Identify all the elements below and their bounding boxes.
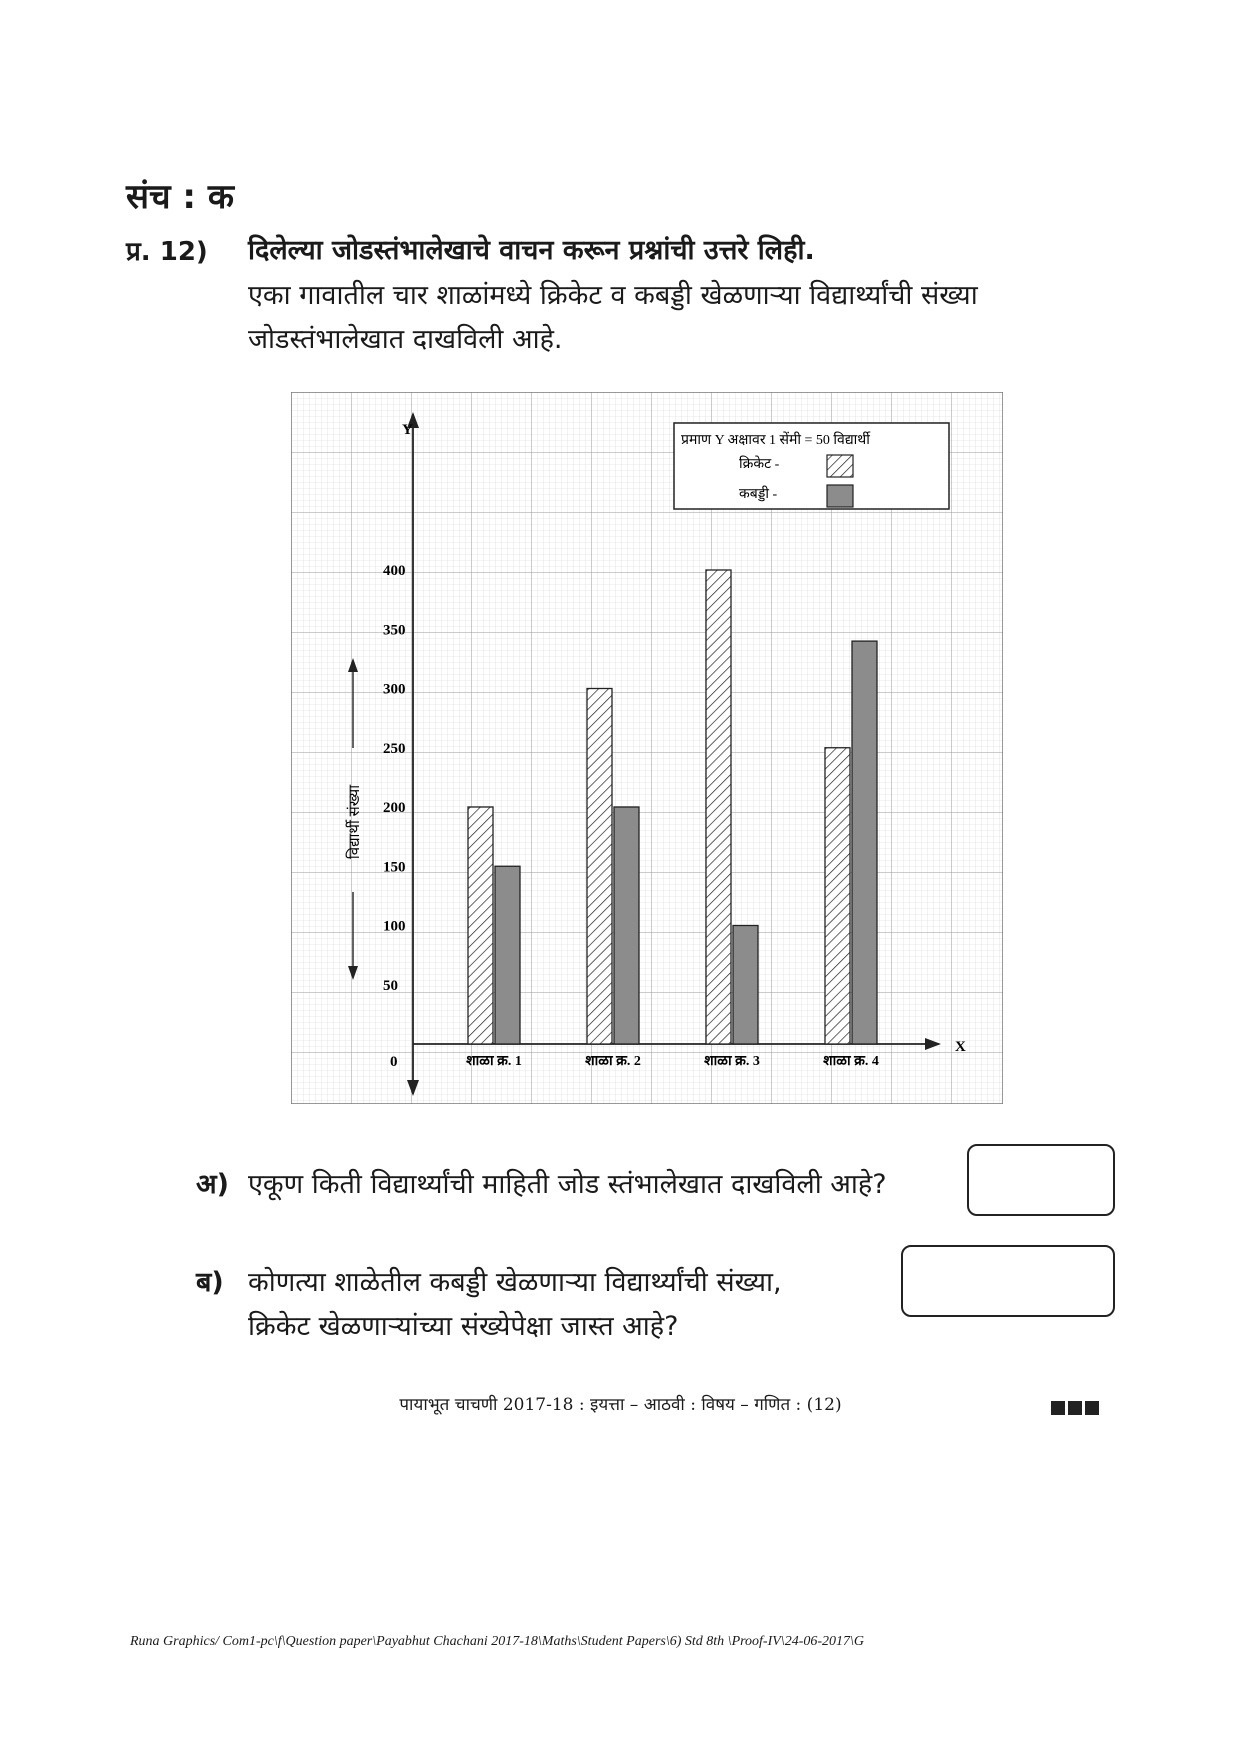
y-tick-label: 100 bbox=[383, 918, 406, 935]
x-tick-label: शाळा क्र. 3 bbox=[704, 1054, 760, 1069]
legend-scale: प्रमाण Y अक्षावर 1 सेंमी = 50 विद्यार्थी bbox=[681, 433, 870, 448]
answer-box-b[interactable] bbox=[901, 1245, 1115, 1317]
bar-kabaddi bbox=[733, 926, 758, 1045]
question-number: प्र. 12) bbox=[126, 237, 208, 267]
y-tick-label: 300 bbox=[383, 681, 406, 698]
file-path: Runa Graphics/ Com1-pc\f\Question paper\Payabhut Chachani 2017-18\Maths\Student Papers\6) Std 8th \Proof-IV\24-06-2017\G bbox=[130, 1634, 865, 1649]
bar-kabaddi bbox=[852, 641, 877, 1044]
x-tick-label: शाळा क्र. 4 bbox=[823, 1054, 879, 1069]
x-tick-label: शाळा क्र. 2 bbox=[585, 1054, 641, 1069]
bar-kabaddi bbox=[495, 866, 520, 1044]
set-title: संच : क bbox=[126, 177, 234, 217]
legend-kabaddi-swatch bbox=[827, 485, 853, 507]
y-tick-label: 400 bbox=[383, 563, 406, 579]
x-tick-label: शाळा क्र. 1 bbox=[466, 1054, 522, 1069]
answer-box-a[interactable] bbox=[967, 1144, 1115, 1216]
y-tick-label: 250 bbox=[383, 740, 406, 757]
question-b-line-1: कोणत्या शाळेतील कबड्डी खेळणाऱ्या विद्यार्थ्यांची संख्या, bbox=[248, 1267, 782, 1298]
question-b-letter: ब) bbox=[196, 1267, 224, 1298]
bar-cricket bbox=[825, 748, 850, 1044]
x-axis-label: X bbox=[955, 1039, 966, 1055]
y-tick-label: 350 bbox=[383, 622, 406, 639]
question-a-letter: अ) bbox=[196, 1169, 229, 1200]
double-bar-chart bbox=[291, 392, 1003, 1104]
bar-kabaddi bbox=[614, 807, 639, 1044]
origin-label: 0 bbox=[390, 1054, 398, 1070]
bar-cricket bbox=[706, 570, 731, 1044]
legend-kabaddi-label: कबड्डी - bbox=[739, 487, 778, 502]
y-tick-label: 50 bbox=[383, 977, 398, 994]
question-b-line-2: क्रिकेट खेळणाऱ्यांच्या संख्येपेक्षा जास्त आहे? bbox=[248, 1311, 679, 1342]
question-title: दिलेल्या जोडस्तंभालेखाचे वाचन करून प्रश्नांची उत्तरे लिही. bbox=[248, 235, 815, 266]
legend-cricket-label: क्रिकेट - bbox=[739, 457, 780, 472]
legend-cricket-swatch bbox=[827, 455, 853, 477]
question-description: एका गावातील चार शाळांमध्ये क्रिकेट व कबड्डी खेळणाऱ्या विद्यार्थ्यांची संख्या जोडस्तंभालेखात दाखविली आहे. bbox=[248, 280, 978, 355]
legend bbox=[674, 423, 949, 509]
y-tick-label: 150 bbox=[383, 859, 406, 876]
bar-cricket bbox=[468, 807, 493, 1044]
bar-cricket bbox=[587, 689, 612, 1045]
question-a-text: एकूण किती विद्यार्थ्यांची माहिती जोड स्तंभालेखात दाखविली आहे? bbox=[248, 1169, 887, 1200]
y-tick-label: 200 bbox=[383, 800, 406, 816]
y-axis-title: विद्यार्थी संख्या bbox=[347, 784, 363, 860]
page-footer: पायाभूत चाचणी 2017-18 : इयत्ता – आठवी : विषय – गणित : (12) bbox=[399, 1395, 842, 1415]
y-axis-label: Y bbox=[402, 422, 413, 438]
